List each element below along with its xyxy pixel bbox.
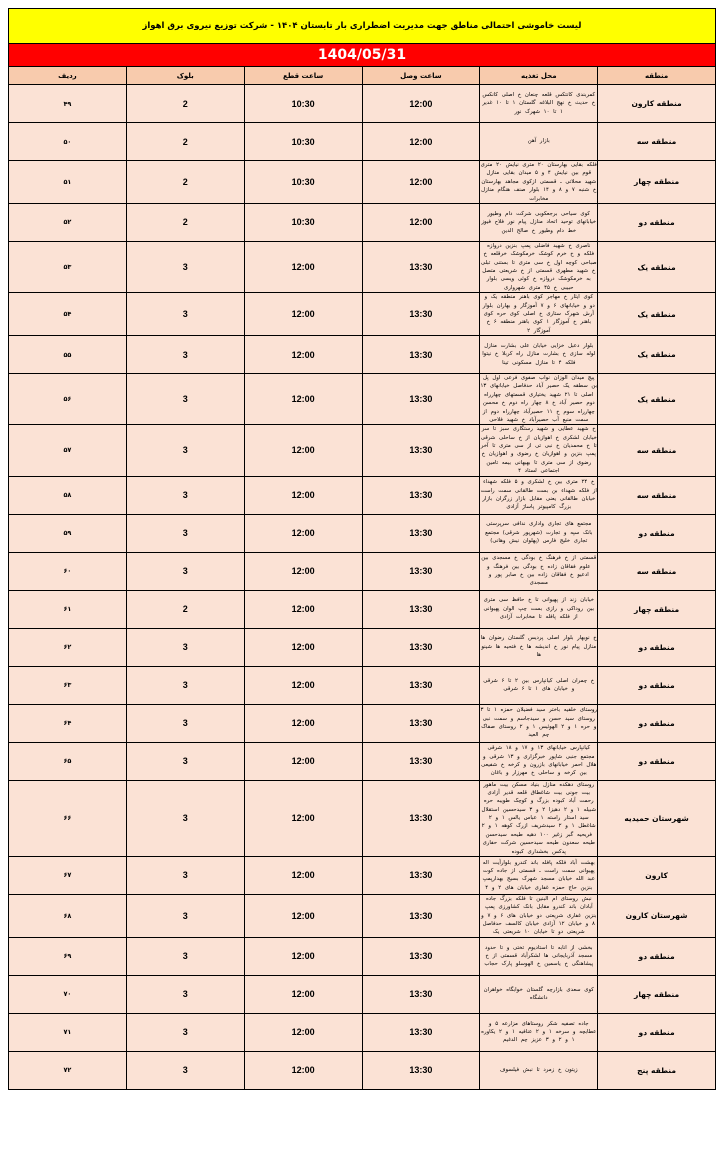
cell-block: 2	[126, 590, 244, 628]
cell-row-number: ۵۳	[9, 241, 127, 292]
cell-region: منطقه دو	[598, 937, 716, 975]
table-row	[9, 1051, 716, 1089]
cell-block: 3	[126, 937, 244, 975]
cell-outage-time: 10:30	[244, 85, 362, 123]
cell-region: منطقه دو	[598, 514, 716, 552]
cell-row-number: ۵۴	[9, 293, 127, 336]
table-row	[9, 514, 716, 552]
cell-outage-time: 12:00	[244, 666, 362, 704]
table-header-group	[9, 9, 716, 67]
cell-outage-time: 12:00	[244, 1051, 362, 1089]
cell-feeding-location: روستای دهکده منازل بنیاد مسکن بیت ماهور بیت جونی بیت شاغطاق قلعه قدیر آزادی رحمت آباد کبوده بزرگ و کوچک طویبه حره شبیله ۱ و ۲ دهیزا ۲ و ۳ سیدحسین استقلال سید استار راسته ۱ عباس یالس ۱ و ۲ شاغطل ۱ و ۲ سیدشریف ازرک کوهه ۱ و ۲ فریحیه گبر زغیر ۱۰۰ دهیه طیحه سیدحسن طیحه سعدون طیحه سیدحسین شرکت حفاری پدکس بخشداری کبوده	[481, 781, 596, 855]
table-row	[9, 780, 716, 856]
cell-block: 3	[126, 894, 244, 937]
cell-restore-time: 13:30	[362, 856, 480, 894]
table-row	[9, 336, 716, 374]
cell-block: 3	[126, 780, 244, 856]
cell-restore-time: 13:30	[362, 374, 480, 425]
cell-row-number: ۵۸	[9, 476, 127, 514]
cell-region: منطقه دو	[598, 666, 716, 704]
cell-outage-time: 12:00	[244, 476, 362, 514]
cell-block: 3	[126, 856, 244, 894]
cell-feeding-location: کوی ایثار خ مهاجر کوی باهنر منطقه یک و دو و خیابانهای ۶ و ۷ آموزگار و بهاران بلوار آرش شهرک ستاری خ اصلی کوی حره کوی باهنر خ آموزگار ۱ کوی باهنر منطقه ۶ خ آموزگار ۲	[480, 293, 598, 336]
cell-row-number: ۶۵	[9, 742, 127, 780]
cell-restore-time: 12:00	[362, 123, 480, 161]
cell-block: 3	[126, 628, 244, 666]
cell-block: 3	[126, 476, 244, 514]
cell-feeding-location: بخشی از انابه تا استادیوم تختی و تا حدود مسجد آذربایجانی ها لشکرآباد قسمتی از خ پیشاهنگی خ یاسمین خ الهوسلو پارک حجاب	[480, 937, 598, 975]
cell-feeding-location: فلکه بقایی بهارستان ۲۰ متری نیایش ۲۰ متری قوم بین نیایش ۴ و ۵ میدان بقایی منازل شهید محلاتی ـ قسمتی ازکوی مجاهد بهارستان خ شنبه ۷ و ۸ و ۱۴ بلوار صنف هنگام منازل مخابرات	[480, 162, 597, 202]
cell-feeding-location: کوی سیاحی برجعکوبی شرکت دام وطیور خیابانهای توحید اتحاد منازل پیام نور فلاح فیوز خط دام وطیور خ صالح الدین	[480, 203, 598, 241]
cell-row-number: ۵۰	[9, 123, 127, 161]
table-row	[9, 666, 716, 704]
table-row	[9, 85, 716, 123]
cell-region: منطقه سه	[598, 552, 716, 590]
cell-feeding-location: بلوار دعبل خزایی خیابان علی بشارت منازل لوله سازی خ بشارت منازل راه کربلا خ نیتوا فلکه ۴ تا منازل مسکونی تینا	[480, 336, 598, 374]
cell-block: 3	[126, 552, 244, 590]
cell-region: منطقه دو	[598, 742, 716, 780]
cell-block: 2	[126, 123, 244, 161]
cell-restore-time: 13:30	[362, 1051, 480, 1089]
date-row	[9, 44, 716, 67]
cell-restore-time: 13:30	[362, 514, 480, 552]
cell-outage-time: 12:00	[244, 704, 362, 742]
cell-region: منطقه چهار	[598, 590, 716, 628]
table-row	[9, 374, 716, 425]
cell-region: منطقه چهار	[598, 161, 716, 204]
cell-restore-time: 13:30	[362, 666, 480, 704]
cell-block: 3	[126, 742, 244, 780]
cell-region: منطقه سه	[598, 476, 716, 514]
column-header-region: منطقه	[598, 67, 716, 85]
table-row	[9, 241, 716, 292]
cell-outage-time: 12:00	[244, 590, 362, 628]
cell-feeding-location: قسمتی از خ فرهنگ خ بودگی خ مسجدی بین علوم فقاقان زاده خ بودگی بین فرهنگ و ادعیو خ فقاقان زاده بین خ صابر پور و مسجدی	[480, 552, 598, 590]
cell-region: شهرستان کارون	[598, 894, 716, 937]
cell-row-number: ۴۹	[9, 85, 127, 123]
page-title: لیست خاموشی احتمالی مناطق جهت مدیریت اضطراری بار تابستان ۱۴۰۴ - شرکت توزیع نیروی برق اهواز	[9, 9, 716, 44]
cell-restore-time: 13:30	[362, 590, 480, 628]
table-body	[9, 85, 716, 1090]
table-row	[9, 590, 716, 628]
cell-block: 3	[126, 374, 244, 425]
cell-outage-time: 12:00	[244, 628, 362, 666]
cell-outage-time: 12:00	[244, 374, 362, 425]
cell-restore-time: 13:30	[362, 476, 480, 514]
cell-restore-time: 13:30	[362, 425, 480, 476]
cell-region: منطقه دو	[598, 704, 716, 742]
cell-feeding-location: مجتمع های تجاری واداری ندافی سرپرستی بانک سپه و تجارت (شهرپور شرقی) مجتمع تجاری خلیج فارس (پهلوان نیش وهانی)	[480, 514, 598, 552]
cell-restore-time: 13:30	[362, 975, 480, 1013]
table-row	[9, 476, 716, 514]
column-header-outage-time: ساعت قطع	[244, 67, 362, 85]
column-header-row	[9, 67, 716, 85]
cell-outage-time: 12:00	[244, 425, 362, 476]
cell-outage-time: 12:00	[244, 241, 362, 292]
cell-row-number: ۷۲	[9, 1051, 127, 1089]
cell-restore-time: 13:30	[362, 552, 480, 590]
cell-feeding-location: ناصری خ شهید فاضلی پمپ بنزین دروازه فلکه و خ خرم کوشک خرمکوشک خرقلعه خ صباحی کوچه اول خ سی متری تا بستنی تبلی خ شهید مطهری قسمتی از خ شریعتی متصل به خرمکوشک دروازه خ کوثی ویسی بلوار حبیبی خ ۴۵ متری شهرواری	[480, 242, 597, 291]
cell-row-number: ۶۳	[9, 666, 127, 704]
cell-block: 3	[126, 975, 244, 1013]
cell-restore-time: 12:00	[362, 85, 480, 123]
cell-feeding-location: خ نوبهار بلوار اصلی پردیس گلستان رضوان ها منازل پیام نور خ اندیشه ها خ فتحیه ها شینو ها	[480, 628, 598, 666]
table-row	[9, 552, 716, 590]
table-row	[9, 203, 716, 241]
cell-feeding-location: پیچ میدان الوزان نواب صفوی فرعی اول پل بن سطقه یک حصیر آباد حدفاصل خیابانهای ۱۳ اصلی تا ۲۱ شهید یختیاری قسمتهای چهارراه دوم حصیر آباد خ ۸ چهار راه دوم خ محسن چهارراه سوم خ ۱۱ حصیرآباد چهارراه دوم از سمت منبع آب حصیرآباد خ شهید فلاحی	[480, 375, 598, 423]
cell-row-number: ۶۲	[9, 628, 127, 666]
cell-outage-time: 12:00	[244, 336, 362, 374]
cell-restore-time: 13:30	[362, 780, 480, 856]
cell-block: 3	[126, 704, 244, 742]
cell-outage-time: 12:00	[244, 1013, 362, 1051]
cell-feeding-location: کمربندی کانتکس قلعه چنعان خ اصلی کانکس خ حدیث خ نهج البلاغه گلستان ۱ تا ۱۰ غدیر ۱ تا ۱۰ شهرک نور	[480, 85, 598, 123]
cell-block: 2	[126, 203, 244, 241]
title-row	[9, 9, 716, 44]
cell-restore-time: 13:30	[362, 894, 480, 937]
table-row	[9, 628, 716, 666]
cell-region: منطقه چهار	[598, 975, 716, 1013]
cell-block: 3	[126, 666, 244, 704]
cell-row-number: ۶۰	[9, 552, 127, 590]
cell-outage-time: 12:00	[244, 856, 362, 894]
cell-row-number: ۷۱	[9, 1013, 127, 1051]
cell-feeding-location: زیتون خ زمرد تا نبش فیلسوف	[480, 1051, 598, 1089]
cell-restore-time: 13:30	[362, 1013, 480, 1051]
cell-restore-time: 13:30	[362, 293, 480, 336]
column-header-row-number: ردیف	[9, 67, 127, 85]
cell-block: 3	[126, 1013, 244, 1051]
cell-feeding-location: جاده تصفیه شکر روستاهای مزارعه ۵ و عطابچه و سرخه ۱ و ۲ عنافیه ۱ و ۲ یکاوره ۱ و ۲ و ۳ عزیز چم الدغیم	[480, 1013, 598, 1051]
cell-block: 3	[126, 241, 244, 292]
table-row	[9, 894, 716, 937]
cell-restore-time: 12:00	[362, 161, 480, 204]
cell-row-number: ۶۹	[9, 937, 127, 975]
table-row	[9, 425, 716, 476]
cell-row-number: ۶۶	[9, 780, 127, 856]
cell-feeding-location: خ چمران اصلی کیانپارس بین ۲ تا ۶ شرقی و خیابان های ۱ تا ۶ شرقی	[480, 666, 598, 704]
schedule-date: 1404/05/31	[9, 44, 716, 67]
cell-row-number: ۶۴	[9, 704, 127, 742]
column-header-feeding-location: محل تغذیه	[480, 67, 598, 85]
cell-row-number: ۵۲	[9, 203, 127, 241]
cell-feeding-location: کیانپارس خیابانهای ۱۳ و ۱۷ و ۱۸ شرقی مجتمع جنبی شاپور خبرگزاری و ۱۳ شرقی و هلال احمر خیابانهای بازرون و کرخه خ شفیعی بین کرخه و ساحلی خ مهرزار و باغان	[480, 742, 598, 780]
cell-block: 3	[126, 1051, 244, 1089]
cell-feeding-location: کوی سعدی بازارچه گلستان خوابگاه خواهران دانشگاه	[480, 975, 598, 1013]
cell-block: 2	[126, 161, 244, 204]
cell-restore-time: 12:00	[362, 203, 480, 241]
table-row	[9, 975, 716, 1013]
cell-outage-time: 12:00	[244, 937, 362, 975]
table-row	[9, 123, 716, 161]
cell-feeding-location: خیابان زند از پهیوانی تا خ حافظ سی متری بین روداکی و رازی بست چپ الوان پهیوانی از فلکه پافله تا مخابرات آزادی	[480, 590, 598, 628]
table-row	[9, 742, 716, 780]
cell-region: منطقه کارون	[598, 85, 716, 123]
cell-block: 3	[126, 293, 244, 336]
cell-feeding-location: خ ۲۴ متری بین خ لشکری و ۵ فلکه شهداء از فلکه شهداء بن بست طالقانی سمت راست خیابان طالقانی یعنی مقابل بازار زرگران بازار بزرگ کامپیوتر پاساژ آزادی	[480, 476, 598, 514]
table-row	[9, 704, 716, 742]
cell-row-number: ۵۶	[9, 374, 127, 425]
cell-outage-time: 12:00	[244, 894, 362, 937]
cell-row-number: ۶۸	[9, 894, 127, 937]
column-header-block: بلوک	[126, 67, 244, 85]
table-row	[9, 1013, 716, 1051]
cell-block: 2	[126, 85, 244, 123]
cell-row-number: ۶۱	[9, 590, 127, 628]
cell-feeding-location: خ شهید عطایی و شهید رستگاری سبز تا سر خیابان لشکری خ اهوازیان از خ ساحلی شرقی تا خ محمدیان خ نبی تی از سی متری تا آخر پمپ بنزین و اهوازیان خ رضوی و اهوازیان خ رضوی از سی متری تا بهبهانی بیمه تامین اجتماعی لستاد ۴	[480, 426, 597, 475]
cell-block: 3	[126, 514, 244, 552]
cell-restore-time: 13:30	[362, 241, 480, 292]
cell-region: منطقه یک	[598, 241, 716, 292]
cell-region: منطقه یک	[598, 293, 716, 336]
cell-restore-time: 13:30	[362, 628, 480, 666]
cell-region: کارون	[598, 856, 716, 894]
outage-schedule-table	[8, 8, 716, 1090]
cell-outage-time: 12:00	[244, 514, 362, 552]
table-row	[9, 937, 716, 975]
cell-region: منطقه سه	[598, 425, 716, 476]
cell-row-number: ۵۱	[9, 161, 127, 204]
cell-outage-time: 10:30	[244, 203, 362, 241]
cell-row-number: ۶۷	[9, 856, 127, 894]
table-row	[9, 161, 716, 204]
cell-outage-time: 12:00	[244, 552, 362, 590]
cell-outage-time: 12:00	[244, 780, 362, 856]
cell-restore-time: 13:30	[362, 937, 480, 975]
table-row	[9, 293, 716, 336]
column-header-restore-time: ساعت وصل	[362, 67, 480, 85]
cell-restore-time: 13:30	[362, 336, 480, 374]
cell-feeding-location: نبش روستای ام البنین تا فلکه بزرگ جاده آبادان باند کندرو مقابل بانک کشاورزی پمپ بنزین غفاری شریعتی دو خیابان های ۶ و ۷ و ۸ و خیابان ۱۲ آزادی خیابان کالسف حدفاصل شریعتی دو تا خیابان ۱۰ شریعتی یک	[481, 895, 597, 936]
cell-feeding-location: روستای خلفیه باختر سید فضیلان حمزه ۱ تا ۳ روستای سید حسن و سیدجاسم و سمت نبی و حره ۱ و ۲ الهوئیس ۱ و ۲ روستای صفاک چم العید	[480, 704, 598, 742]
cell-feeding-location: بهشت آباد فلکه پافله باند کندرو بلوارآیت اله پهیوانی سمت راست ـ قسمتی از جاده کوت عبد الله خیابان مسجد شهرک بسیج بهدارپمپ بنزین حاج حمزه غفاری خیابان های ۲ و ۴	[480, 856, 598, 894]
cell-restore-time: 13:30	[362, 704, 480, 742]
column-header-row-group	[9, 67, 716, 85]
cell-outage-time: 10:30	[244, 161, 362, 204]
cell-outage-time: 12:00	[244, 293, 362, 336]
cell-region: منطقه یک	[598, 336, 716, 374]
table-row	[9, 856, 716, 894]
cell-row-number: ۵۵	[9, 336, 127, 374]
cell-row-number: ۵۷	[9, 425, 127, 476]
cell-outage-time: 12:00	[244, 742, 362, 780]
cell-block: 3	[126, 336, 244, 374]
cell-region: منطقه یک	[598, 374, 716, 425]
cell-region: منطقه دو	[598, 1013, 716, 1051]
cell-restore-time: 13:30	[362, 742, 480, 780]
cell-feeding-location: بازار آهن	[480, 123, 598, 161]
cell-region: منطقه دو	[598, 203, 716, 241]
cell-outage-time: 12:00	[244, 975, 362, 1013]
cell-region: منطقه سه	[598, 123, 716, 161]
cell-region: منطقه دو	[598, 628, 716, 666]
cell-row-number: ۵۹	[9, 514, 127, 552]
cell-outage-time: 10:30	[244, 123, 362, 161]
cell-row-number: ۷۰	[9, 975, 127, 1013]
cell-region: منطقه پنج	[598, 1051, 716, 1089]
cell-region: شهرستان حمیدیه	[598, 780, 716, 856]
cell-block: 3	[126, 425, 244, 476]
